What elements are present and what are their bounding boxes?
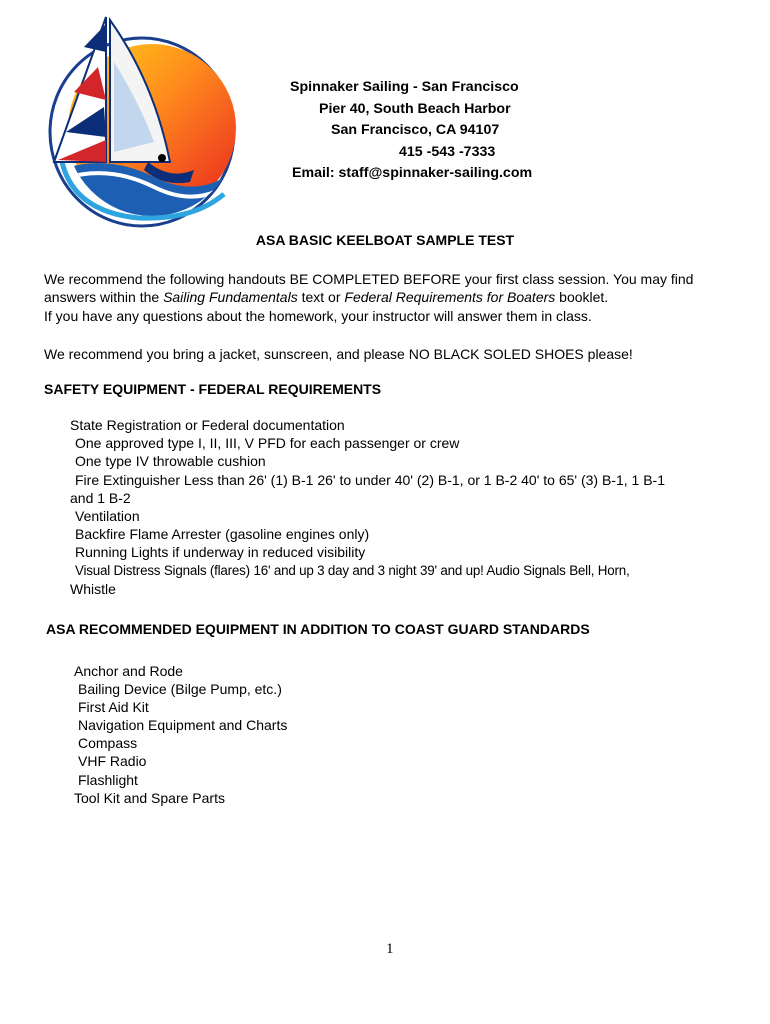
intro-paragraph [44, 270, 734, 325]
list-item: Visual Distress Signals (flares) 16' and up 3 day and 3 night 39' and up! Audio Signals Bell, Horn, [75, 562, 630, 578]
list-item: One approved type I, II, III, V PFD for each passenger or crew [75, 435, 460, 452]
list-item: Navigation Equipment and Charts [78, 717, 288, 734]
book-title-federal-requirements: Federal Requirements for Boaters [344, 289, 556, 306]
book-title-sailing-fundamentals: Sailing Fundamentals [163, 289, 298, 306]
list-item: Backfire Flame Arrester (gasoline engines only) [75, 526, 370, 543]
club-address-line: Pier 40, South Beach Harbor [319, 100, 511, 117]
list-item: State Registration or Federal documentation [70, 417, 345, 433]
list-item: Bailing Device (Bilge Pump, etc.) [78, 681, 282, 698]
list-item: Fire Extinguisher Less than 26' (1) B-1 26' to under 40' (2) B-1, or 1 B-2 40' to 65' (3) B-1, 1 B-1 [75, 471, 665, 488]
intro-text-1: We recommend the following handouts BE COMPLETED BEFORE your first class session. You may find answers within the [44, 271, 694, 306]
club-city-line: San Francisco, CA 94107 [331, 122, 500, 139]
list-item: First Aid Kit [78, 699, 149, 716]
club-contact-header [260, 77, 590, 185]
list-item: One type IV throwable cushion [75, 453, 266, 470]
intro-text-3: booklet. [555, 289, 609, 306]
list-item: Compass [78, 735, 138, 752]
asa-heading: ASA RECOMMENDED EQUIPMENT IN ADDITION TO COAST GUARD STANDARDS [46, 621, 590, 637]
intro-text-questions: If you have any questions about the homework, your instructor will answer them in class. [44, 307, 592, 324]
list-item: Ventilation [75, 508, 140, 525]
list-item: Anchor and Rode [74, 663, 183, 679]
club-phone: 415 -543 -7333 [399, 143, 496, 160]
asa-list [74, 662, 474, 807]
intro-text-2: text or [297, 289, 345, 306]
safety-heading: SAFETY EQUIPMENT - FEDERAL REQUIREMENTS [44, 381, 382, 397]
document-title: ASA BASIC KEELBOAT SAMPLE TEST [255, 232, 515, 248]
club-name: Spinnaker Sailing - San Francisco [290, 79, 519, 95]
sailboat-logo [44, 12, 244, 230]
bring-items-paragraph: We recommend you bring a jacket, sunscreen, and please NO BLACK SOLED SHOES please! [44, 346, 633, 362]
list-item: VHF Radio [78, 753, 147, 770]
list-item: Whistle [70, 580, 116, 597]
list-item: and 1 B-2 [70, 489, 131, 506]
list-item: Flashlight [78, 771, 138, 788]
page-number: 1 [386, 941, 394, 957]
safety-list [70, 416, 710, 598]
club-email: Email: staff@spinnaker-sailing.com [292, 165, 533, 182]
list-item: Tool Kit and Spare Parts [74, 789, 225, 806]
list-item: Running Lights if underway in reduced visibility [75, 544, 366, 561]
